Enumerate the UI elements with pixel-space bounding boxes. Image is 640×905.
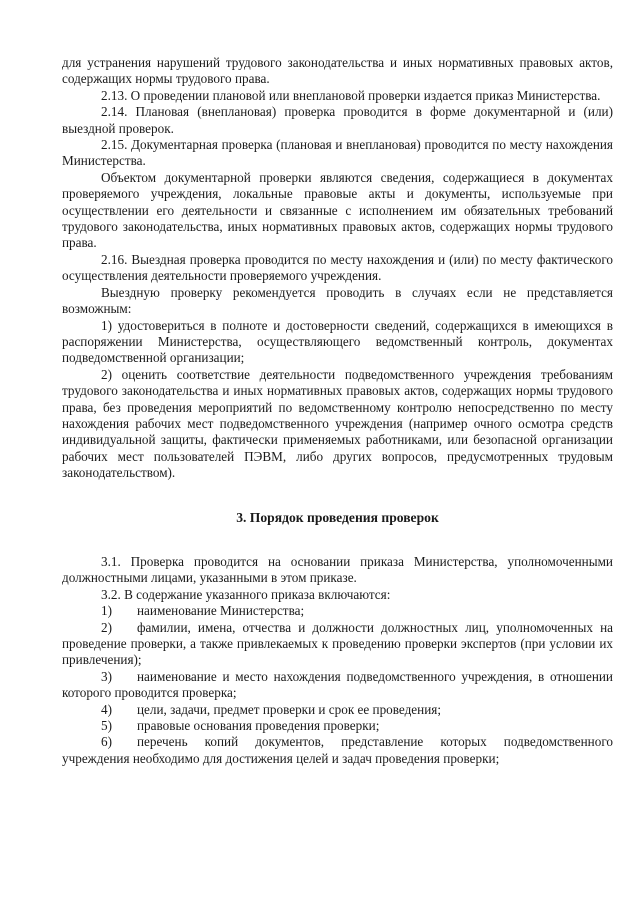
list-item-text: цели, задачи, предмет проверки и срок ее проведения; xyxy=(137,701,442,717)
list-item xyxy=(62,734,613,767)
list-item xyxy=(62,702,613,718)
list-item xyxy=(62,718,613,734)
list-item-number: 5) xyxy=(101,718,112,734)
section-heading: 3. Порядок проведения проверок xyxy=(236,509,439,525)
list-item-text: фамилии, имена, отчества и должности должностных лиц, уполномоченных на проведение проверки, а также привлекаемых к проведению проверки экспертов (при условии их привлечения); xyxy=(62,619,613,668)
paragraph-3-1: 3.1. Проверка проводится на основании приказа Министерства, уполномоченными должностными лицами, указанными в этом приказе. xyxy=(62,553,613,586)
paragraph-onsite-case-2: 2) оценить соответствие деятельности подведомственного учреждения требованиям трудового законодательства и иных нормативных правовых актов, содержащих нормы трудового права, без проведения мероприятий по ведомственному контролю непосредственно по месту нахождения рабочих мест подведомственного учреждения (например очного осмотра средств индивидуальной защиты, фактически применяемых работниками, или безопасной организации рабочих мест пользователей ПЭВМ, либо других вопросов, предусмотренных трудовым законодательством). xyxy=(62,366,613,481)
paragraph-2-13: 2.13. О проведении плановой или внеплановой проверки издается приказ Министерства. xyxy=(101,87,601,103)
paragraph-2-16: 2.16. Выездная проверка проводится по месту нахождения и (или) по месту фактического осуществления деятельности проверяемого учреждения. xyxy=(62,251,613,284)
list-item-number: 2) xyxy=(101,619,112,635)
paragraph-2-15: 2.15. Документарная проверка (плановая и внеплановая) проводится по месту нахождения Министерства. xyxy=(62,137,613,169)
list-item-text: правовые основания проведения проверки; xyxy=(137,718,380,734)
list-item xyxy=(62,669,613,702)
order-contents-list xyxy=(62,603,613,767)
paragraph-3-2: 3.2. В содержание указанного приказа включаются: xyxy=(101,586,391,602)
list-item-text: перечень копий документов, представление которых подведомственного учреждения необходимо для достижения целей и задач проведения проверки; xyxy=(62,734,613,766)
paragraph-onsite-recommendation: Выездную проверку рекомендуется проводить в случаях если не представляется возможным: xyxy=(62,284,613,317)
list-item xyxy=(62,603,613,619)
list-item-number: 1) xyxy=(101,603,112,619)
paragraph-onsite-case-1: 1) удостовериться в полноте и достоверности сведений, содержащихся в имеющихся в распоряжении Министерства, осуществляющего ведомственный контроль, документах подведомственной организации; xyxy=(62,317,613,366)
list-item-number: 4) xyxy=(101,701,112,717)
list-item-text: наименование и место нахождения подведомственного учреждения, в отношении которого проводится проверка; xyxy=(62,668,613,701)
paragraph-documentary-object: Объектом документарной проверки являются сведения, содержащиеся в документах проверяемого учреждения, локальные правовые акты и документы, используемые при осуществлении его деятельности и связанные с исполнением им обязательных требований трудового законодательства, иных нормативных правовых актов, содержащих нормы трудового права. xyxy=(62,169,613,251)
list-item-number: 6) xyxy=(101,734,112,750)
list-item xyxy=(62,620,613,669)
paragraph-2-14: 2.14. Плановая (внеплановая) проверка проводится в форме документарной и (или) выездной проверок. xyxy=(62,104,613,136)
list-item-number: 3) xyxy=(101,668,112,684)
paragraph-continuation: для устранения нарушений трудового законодательства и иных нормативных правовых актов, содержащих нормы трудового права. xyxy=(62,55,613,87)
list-item-text: наименование Министерства; xyxy=(137,603,305,619)
